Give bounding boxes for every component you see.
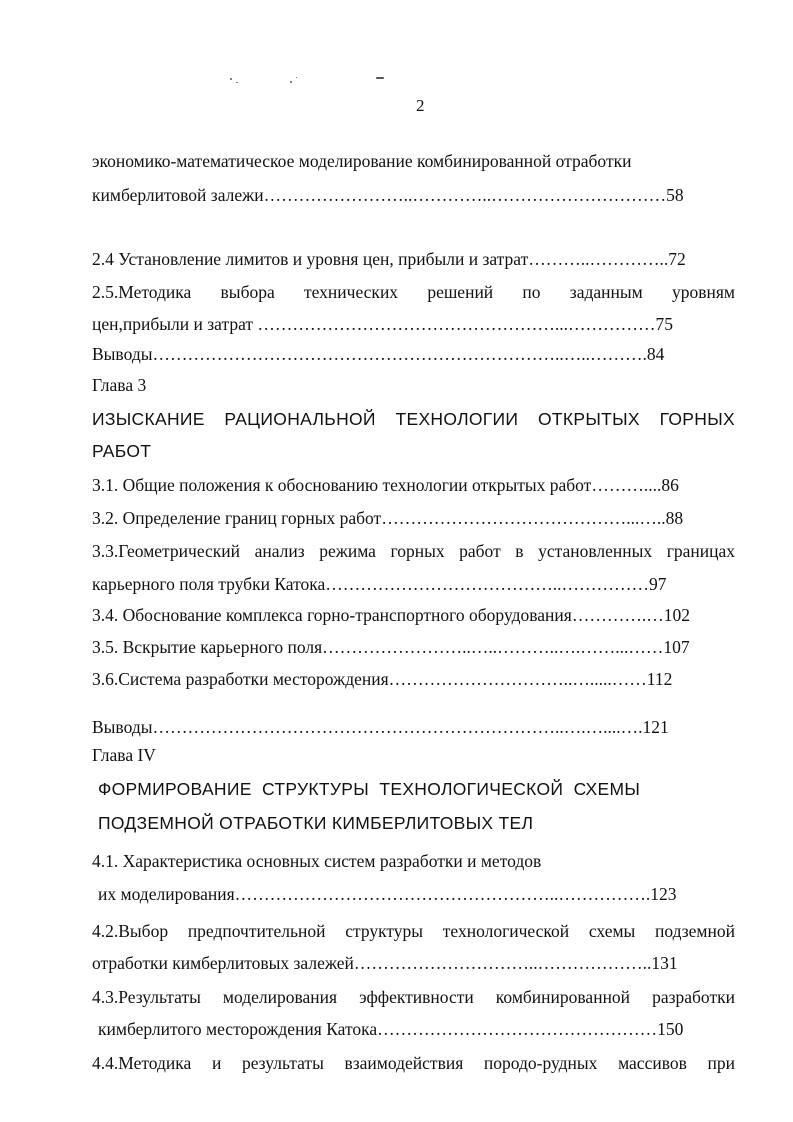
page-number: 2	[416, 96, 425, 115]
word: схемы	[588, 921, 636, 941]
word: структуры	[345, 921, 424, 941]
word: предпочтительной	[187, 921, 326, 941]
word: уровням	[671, 282, 735, 302]
toc-entry-4-4	[92, 1052, 735, 1074]
toc-entry-2-4: 2.4 Установление лимитов и уровня цен, прибыли и затрат………..…………..72	[92, 249, 686, 269]
word: породо-рудных	[483, 1053, 598, 1073]
word: эффективности	[359, 987, 474, 1007]
word: 4.2.Выбор	[92, 921, 169, 941]
toc-entry-4-1-page: их моделирования………………………………………………..…………….123	[98, 884, 677, 904]
word: анализ	[254, 541, 305, 561]
toc-entry-3-2: 3.2. Определение границ горных работ……………………………………...…..88	[92, 508, 684, 528]
word: работ	[459, 541, 501, 561]
toc-line-section-2-3-cont: экономико-математическое моделирование комбинированной отработки	[92, 151, 632, 171]
word: 2.5.Методика	[92, 282, 192, 302]
word: установленных	[538, 541, 653, 561]
toc-entry-4-2	[92, 920, 735, 942]
scan-specks	[226, 68, 396, 88]
chapter-3-label: Глава 3	[92, 375, 147, 395]
toc-entry-3-5: 3.5. Вскрытие карьерного поля……………………..…..………..….……...……107	[92, 637, 690, 657]
word: комбинированной	[495, 987, 631, 1007]
toc-entry-3-6: 3.6.Система разработки месторождения…………………………..….....……112	[92, 669, 673, 689]
toc-entry-3-1: 3.1. Общие положения к обоснованию технологии открытых работ………....86	[92, 475, 679, 495]
toc-entry-4-1: 4.1. Характеристика основных систем разработки и методов	[92, 851, 542, 871]
word: подземной	[655, 921, 735, 941]
word: 4.4.Методика	[92, 1053, 192, 1073]
toc-entry-3-4: 3.4. Обоснование комплекса горно-транспортного оборудования………….…102	[92, 605, 690, 625]
toc-entry-4-3-page: кимберлитого месторождения Катока…………………………………………150	[98, 1019, 684, 1039]
word: границах	[666, 541, 735, 561]
toc-entry-3-3-page: карьерного поля трубки Катока…………………………………..……………97	[92, 574, 667, 594]
word: 4.3.Результаты	[92, 987, 201, 1007]
chapter-4-label: Глава IV	[92, 745, 156, 765]
word: ИЗЫСКАНИЕ	[92, 409, 205, 429]
chapter-4-title-cont: ПОДЗЕМНОЙ ОТРАБОТКИ КИМБЕРЛИТОВЫХ ТЕЛ	[98, 813, 534, 833]
chapter-3-title-cont: РАБОТ	[92, 441, 152, 461]
toc-entry-2-5	[92, 281, 735, 303]
word: ГОРНЫХ	[659, 409, 735, 429]
toc-entry-4-3	[92, 986, 735, 1008]
word: РАЦИОНАЛЬНОЙ	[224, 409, 376, 429]
word: технических	[304, 282, 399, 302]
word: режима	[319, 541, 376, 561]
toc-line-section-2-3-page: кимберлитовой залежи……………………..…………..…………………………58	[92, 185, 684, 205]
word: и	[211, 1053, 222, 1073]
toc-entry-3-3	[92, 540, 735, 562]
word: 3.3.Геометрический	[92, 541, 241, 561]
word: результаты	[241, 1053, 324, 1073]
word: решений	[427, 282, 494, 302]
word: при	[707, 1053, 735, 1073]
chapter-4-title	[98, 778, 666, 800]
word: разработки	[652, 987, 735, 1007]
word: заданным	[569, 282, 643, 302]
toc-entry-conclusions-2: Выводы……………………………………………………………..…..……….84	[92, 344, 665, 364]
chapter-3-title	[92, 408, 735, 430]
word: в	[515, 541, 524, 561]
word: моделирования	[222, 987, 338, 1007]
word: ОТКРЫТЫХ	[537, 409, 640, 429]
word: горных	[390, 541, 445, 561]
word: выбора	[220, 282, 275, 302]
toc-entry-4-2-page: отработки кимберлитовых залежей…………………………..………………..131	[92, 953, 678, 973]
word: ТЕХНОЛОГИИ	[395, 409, 519, 429]
chapter-4-title-line1: ФОРМИРОВАНИЕ СТРУКТУРЫ ТЕХНОЛОГИЧЕСКОЙ СХЕМЫ	[98, 779, 641, 799]
word: технологической	[442, 921, 570, 941]
word: по	[522, 282, 541, 302]
word: взаимодействия	[344, 1053, 464, 1073]
toc-entry-2-5-page: цен,прибыли и затрат ……………………………………………...……………75	[92, 314, 674, 334]
word: массивов	[618, 1053, 687, 1073]
toc-entry-conclusions-3: Выводы……………………………………………………………..….…....….121	[92, 717, 669, 737]
